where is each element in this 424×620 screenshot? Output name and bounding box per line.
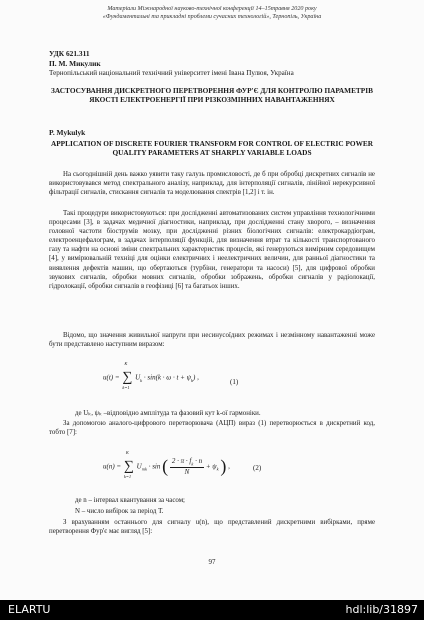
paragraph-1: На сьогоднішній день важко уявити таку галузь промисловості, де б при обробці дискретних сигналів не використовувався метод спектрального аналізу, наприклад, для інтерполяції сигналів, лінійної нерекурсивної фільтрації сигналів, стискання сигналів та моделювання спектрів [1,2] і т. ін. xyxy=(49,171,375,197)
eq2-lower-limit: k=1 xyxy=(123,473,132,479)
eq1-amplitude-sub: k xyxy=(140,378,143,383)
eq2-close: , xyxy=(226,462,230,471)
author-english: P. Mykulyk xyxy=(49,128,86,137)
title-english: APPLICATION OF DISCRETE FOURIER TRANSFORM FOR CONTROL OF ELECTRIC POWER QUALITY PARAMETERS AT SHARPLY VARIABLE LOADS xyxy=(50,139,374,158)
eq2-numerator xyxy=(170,457,204,467)
equation-2 xyxy=(103,449,230,479)
eq2-numerator-text: 2 · π · f xyxy=(171,457,192,466)
eq2-close-paren: ) xyxy=(220,456,227,476)
paragraph-5: З врахуванням останнього для сигналу u(n), що представлений дискретними вибірками, пряме перетворення Фур'є має вигляд [5]: xyxy=(49,519,375,536)
affiliation: Тернопільський національний технічний університет імені Івана Пулюя, Україна xyxy=(49,69,294,77)
equation-1 xyxy=(103,361,199,390)
author-ukrainian: П. М. Микулик xyxy=(49,59,101,68)
footer-repository-name: ELARTU xyxy=(8,603,51,616)
udc-code: УДК 621.311 xyxy=(49,49,90,58)
paragraph-3: Відомо, що значення живильної напруги при несинусоїдних режимах і незмінному навантаженні може бути представлено наступним виразом: xyxy=(49,332,375,349)
eq1-close: ) , xyxy=(192,373,199,382)
running-header xyxy=(0,5,424,21)
title-ukrainian: ЗАСТОСУВАННЯ ДИСКРЕТНОГО ПЕРЕТВОРЕННЯ ФУР'Є ДЛЯ КОНТРОЛЮ ПАРАМЕТРІВ ЯКОСТІ ЕЛЕКТРОЕНЕРГІЇ ПРИ РІЗКОЗМІННИХ НАВАНТАЖЕННЯХ xyxy=(51,86,373,105)
eq2-sum-symbol: ∑ xyxy=(123,458,134,474)
equation-2-number: (2) xyxy=(253,464,262,472)
running-header-line2: «Фундаментальні та прикладні проблеми сучасних технологій», Тернопіль, Україна xyxy=(102,14,322,20)
eq2-numerator-sub: k xyxy=(191,461,194,467)
eq2-lhs: u(n) = xyxy=(103,462,122,471)
footer-bar xyxy=(0,600,424,620)
eq2-phase-sub: k xyxy=(216,466,219,472)
eq2-open-paren: ( xyxy=(162,456,169,476)
eq1-sum-symbol: ∑ xyxy=(122,370,133,385)
running-header-line1: Матеріали Міжнародної науково-технічної конференції 14–15травня 2020 року xyxy=(107,6,317,12)
paragraph-4: За допомогою аналого-цифрового перетворювача (АЦП) вираз (1) перетворюється в дискретний код, тобто [7]: xyxy=(49,420,375,437)
eq1-explanation: де Uₖ, ψₖ –відповідно амплітуда та фазовий кут k-ої гармоніки. xyxy=(75,410,261,417)
paragraph-2: Такі процедури використовуються: при дослідженні автоматизованих систем управління технологічними процесами [3], в задачах медичної діагностики, наприклад, при дослідженні стану хворого, – визначення головної частоти біострумів мозку, при дослідженні різних біологічних сигналів: електрокардіограм, електроенцефалограм, в задачах інтерполяції функцій, для визначення втрат та кількості транспортованого газу та нафти на основі зміни спектральних характеристик процесів, які генеруються вимірним середовищем [4], у вимірювальній техніці для оцінки електричних і неелектричних величин, для ранньої діагностики та виявлення дефектів машин, що обертаються (турбіни, генератори та насоси) [5], для цифрової обробки звукових сигналів, обробки мовних сигналів, обробки зображень, обробки сигналів у радіолокації, гідролокації, обробки сигналів в геофізиці [6] та багатьох інших. xyxy=(49,210,375,290)
page-number: 97 xyxy=(208,558,216,566)
eq1-amplitude: U xyxy=(135,373,141,382)
eq2-numerator-tail: · n xyxy=(193,457,203,466)
eq2-denominator: N xyxy=(184,467,190,476)
eq1-lhs: u(t) = xyxy=(103,373,120,382)
footer-handle-link[interactable]: hdl:lib/31897 xyxy=(345,603,418,616)
eq2-amplitude-sub: mk xyxy=(141,466,147,472)
variable-N-definition: N – число вибірок за період T. xyxy=(75,508,164,515)
eq1-lower-limit: k=1 xyxy=(122,385,130,390)
eq2-phase: + ψ xyxy=(205,462,217,471)
variable-n-definition: де n – інтервал квантування за часом; xyxy=(75,497,185,504)
eq1-phase-sub: k xyxy=(190,378,193,383)
equation-1-number: (1) xyxy=(230,378,239,386)
eq1-sine-term: · sin(k · ω · t + ψ xyxy=(142,373,191,382)
eq1-upper-limit: K xyxy=(124,361,128,366)
eq2-sine: · sin xyxy=(148,462,161,471)
eq2-amplitude: U xyxy=(136,462,142,471)
eq2-upper-limit: K xyxy=(125,449,129,455)
